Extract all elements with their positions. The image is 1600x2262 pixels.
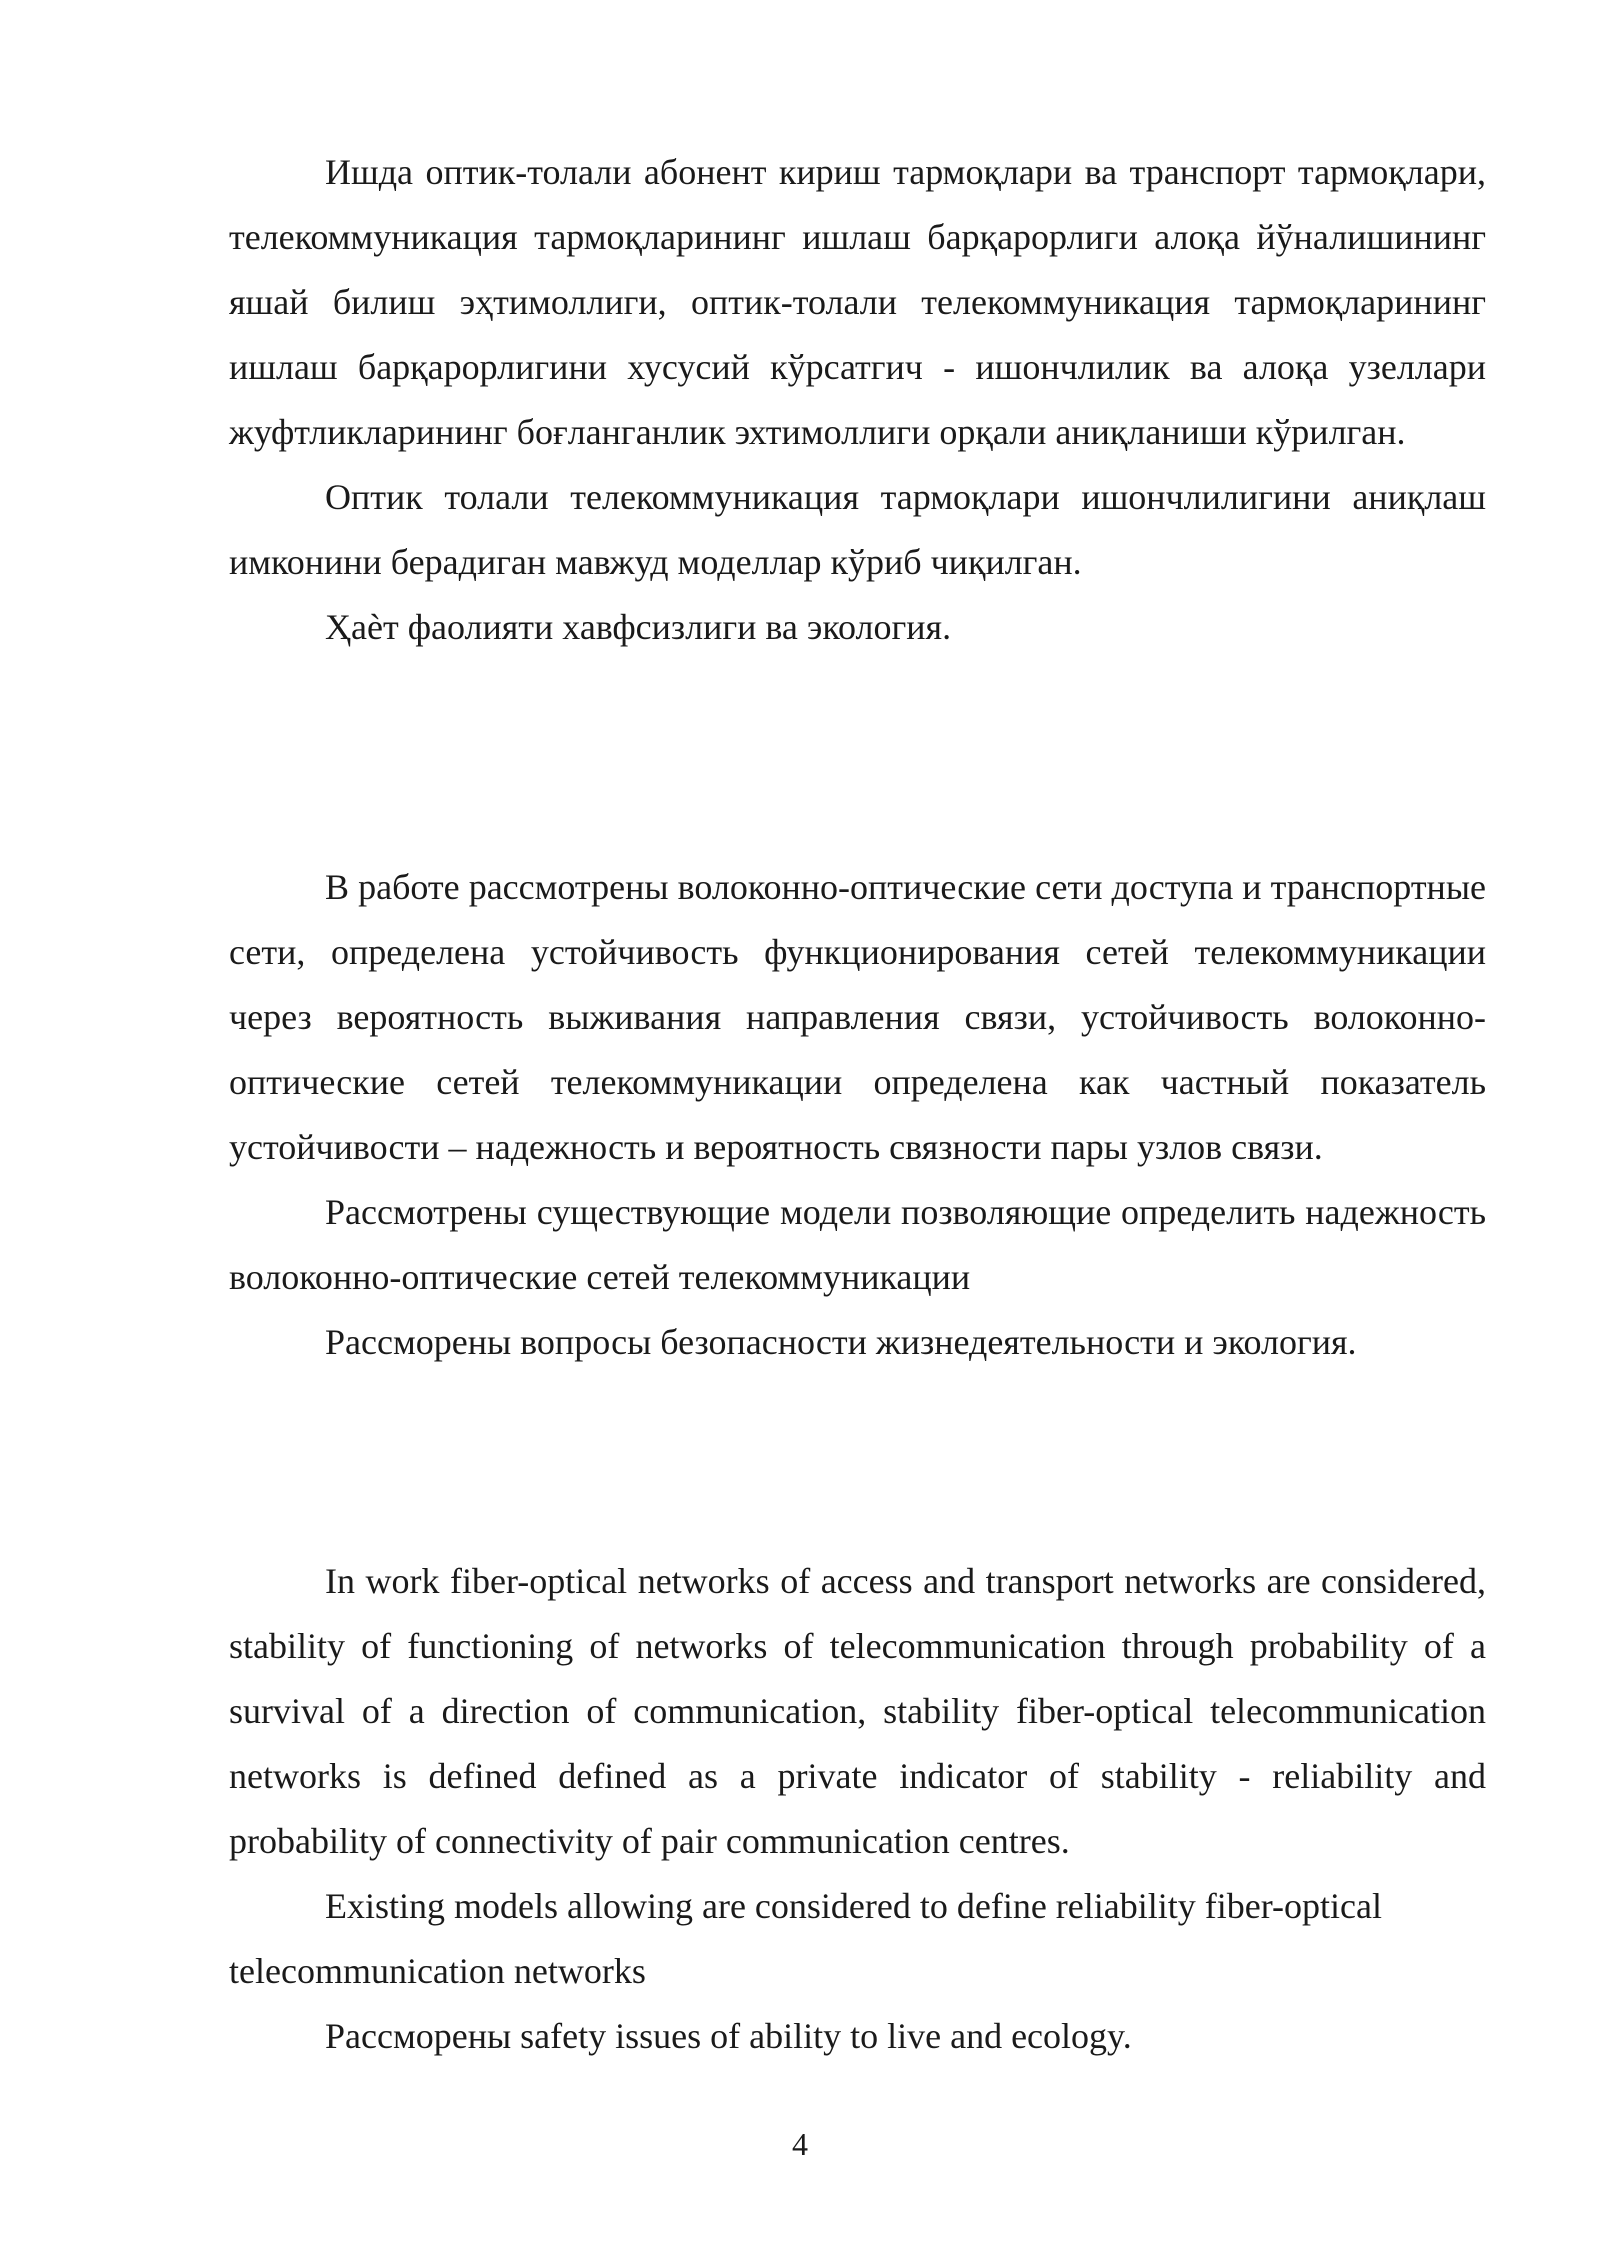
abstract-english-paragraph-1: In work fiber-optical networks of access and transport networks are considered, stability of functioning of networks of telecommunication through probability of a survival of a direction of communication, stability fiber-optical telecommunication networks is defined defined as a private indicator of stability - reliability and probability of connectivity of pair communication centres.: [229, 1561, 1486, 1861]
abstract-english: [229, 1549, 1486, 2069]
abstract-uzbek: [229, 140, 1486, 660]
abstract-uzbek-paragraph-3: Ҳаѐт фаолияти хавфсизлиги ва экология.: [325, 607, 952, 647]
page-number: 4: [792, 2126, 808, 2162]
abstract-english-paragraph-3: Рассморены safety issues of ability to live and ecology.: [325, 2016, 1132, 2056]
abstract-russian-paragraph-1: В работе рассмотрены волоконно-оптические сети доступа и транспортные сети, определена устойчивость функционирования сетей телекоммуникации через вероятность выживания направления связи, устойчивость волоконно-оптические сетей телекоммуникации определена как частный показатель устойчивости – надежность и вероятность связности пары узлов связи.: [229, 867, 1486, 1167]
abstract-uzbek-paragraph-1: Ишда оптик-толали абонент кириш тармоқлари ва транспорт тармоқлари, телекоммуникация тармоқларининг ишлаш барқарорлиги алоқа йўналишининг яшай билиш эҳтимоллиги, оптик-толали телекоммуникация тармоқларининг ишлаш барқарорлигини хусусий кўрсатгич - ишончлилик ва алоқа узеллари жуфтликларининг боғланганлик эхтимоллиги орқали аниқланиши кўрилган.: [229, 152, 1486, 452]
abstract-russian: [229, 855, 1486, 1375]
abstract-russian-paragraph-3: Рассморены вопросы безопасности жизнедеятельности и экология.: [325, 1322, 1357, 1362]
abstract-russian-paragraph-2: Рассмотрены существующие модели позволяющие определить надежность волоконно-оптические сетей телекоммуникации: [229, 1192, 1486, 1297]
abstract-english-paragraph-2: Existing models allowing are considered to define reliability fiber-optical telecommunication networks: [229, 1886, 1382, 1991]
abstract-uzbek-paragraph-2: Оптик толали телекоммуникация тармоқлари ишончлилигини аниқлаш имконини берадиган мавжуд моделлар кўриб чиқилган.: [229, 477, 1486, 582]
